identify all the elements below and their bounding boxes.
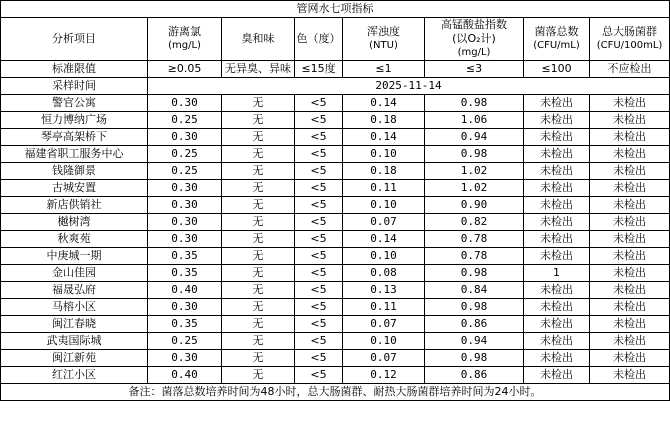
color-value: <5 xyxy=(295,180,343,197)
site-name: 福晟弘府 xyxy=(1,282,148,299)
bacteria-value: 未检出 xyxy=(524,180,590,197)
turbidity-value: 0.13 xyxy=(343,282,425,299)
site-name: 恒力博纳广场 xyxy=(1,112,148,129)
site-name: 警官公寓 xyxy=(1,95,148,112)
coliform-value: 未检出 xyxy=(590,333,670,350)
bacteria-value: 1 xyxy=(524,265,590,282)
turbidity-value: 0.11 xyxy=(343,180,425,197)
cod-value: 0.98 xyxy=(425,265,524,282)
limit-bacteria: ≤100 xyxy=(524,61,590,78)
chlorine-value: 0.30 xyxy=(148,180,222,197)
turbidity-value: 0.14 xyxy=(343,129,425,146)
header-bacteria-name: 菌落总数 xyxy=(534,25,579,38)
header-cod-name: 高锰酸盐指数 xyxy=(441,18,507,31)
limit-odor: 无异臭、异味 xyxy=(222,61,295,78)
table-row xyxy=(1,282,670,299)
header-turbidity xyxy=(343,18,425,61)
turbidity-value: 0.11 xyxy=(343,299,425,316)
color-value: <5 xyxy=(295,197,343,214)
header-odor: 臭和味 xyxy=(222,18,295,61)
bacteria-value: 未检出 xyxy=(524,112,590,129)
bacteria-value: 未检出 xyxy=(524,214,590,231)
turbidity-value: 0.12 xyxy=(343,367,425,384)
table-row xyxy=(1,299,670,316)
turbidity-value: 0.14 xyxy=(343,95,425,112)
chlorine-value: 0.30 xyxy=(148,129,222,146)
sampling-label: 采样时间 xyxy=(1,78,148,95)
cod-value: 0.98 xyxy=(425,350,524,367)
coliform-value: 未检出 xyxy=(590,299,670,316)
odor-value: 无 xyxy=(222,367,295,384)
coliform-value: 未检出 xyxy=(590,197,670,214)
cod-value: 0.98 xyxy=(425,146,524,163)
limit-turbidity: ≤1 xyxy=(343,61,425,78)
color-value: <5 xyxy=(295,146,343,163)
header-turbidity-unit: (NTU) xyxy=(369,40,398,51)
coliform-value: 未检出 xyxy=(590,214,670,231)
chlorine-value: 0.30 xyxy=(148,214,222,231)
odor-value: 无 xyxy=(222,214,295,231)
header-chlorine-name: 游离氯 xyxy=(168,25,201,38)
header-coliform-name: 总大肠菌群 xyxy=(602,25,657,38)
chlorine-value: 0.30 xyxy=(148,299,222,316)
coliform-value: 未检出 xyxy=(590,282,670,299)
cod-value: 0.86 xyxy=(425,316,524,333)
bacteria-value: 未检出 xyxy=(524,282,590,299)
site-name: 红江小区 xyxy=(1,367,148,384)
limit-cod: ≤3 xyxy=(425,61,524,78)
turbidity-value: 0.10 xyxy=(343,333,425,350)
chlorine-value: 0.30 xyxy=(148,231,222,248)
header-item: 分析项目 xyxy=(1,18,148,61)
color-value: <5 xyxy=(295,248,343,265)
limits-row xyxy=(1,61,670,78)
turbidity-value: 0.08 xyxy=(343,265,425,282)
chlorine-value: 0.35 xyxy=(148,316,222,333)
chlorine-value: 0.30 xyxy=(148,350,222,367)
sampling-row xyxy=(1,78,670,95)
color-value: <5 xyxy=(295,265,343,282)
bacteria-value: 未检出 xyxy=(524,197,590,214)
color-value: <5 xyxy=(295,112,343,129)
table-row xyxy=(1,112,670,129)
turbidity-value: 0.07 xyxy=(343,350,425,367)
odor-value: 无 xyxy=(222,95,295,112)
site-name: 武夷国际城 xyxy=(1,333,148,350)
table-row xyxy=(1,163,670,180)
bacteria-value: 未检出 xyxy=(524,95,590,112)
table-row xyxy=(1,146,670,163)
table-row xyxy=(1,231,670,248)
header-color: 色（度） xyxy=(295,18,343,61)
coliform-value: 未检出 xyxy=(590,350,670,367)
table-row xyxy=(1,197,670,214)
site-name: 中庚城一期 xyxy=(1,248,148,265)
bacteria-value: 未检出 xyxy=(524,333,590,350)
odor-value: 无 xyxy=(222,129,295,146)
header-cod-unit: (mg/L) xyxy=(457,47,491,58)
cod-value: 0.86 xyxy=(425,367,524,384)
odor-value: 无 xyxy=(222,316,295,333)
cod-value: 0.90 xyxy=(425,197,524,214)
table-row xyxy=(1,316,670,333)
site-name: 福建省职工服务中心 xyxy=(1,146,148,163)
note-row xyxy=(1,384,670,401)
odor-value: 无 xyxy=(222,197,295,214)
cod-value: 1.06 xyxy=(425,112,524,129)
site-name: 马榕小区 xyxy=(1,299,148,316)
site-name: 闽江新苑 xyxy=(1,350,148,367)
cod-value: 0.78 xyxy=(425,231,524,248)
color-value: <5 xyxy=(295,282,343,299)
table-row xyxy=(1,214,670,231)
turbidity-value: 0.10 xyxy=(343,197,425,214)
odor-value: 无 xyxy=(222,248,295,265)
table-row xyxy=(1,367,670,384)
cod-value: 0.84 xyxy=(425,282,524,299)
limit-coliform: 不应检出 xyxy=(590,61,670,78)
site-name: 秋爽苑 xyxy=(1,231,148,248)
coliform-value: 未检出 xyxy=(590,163,670,180)
color-value: <5 xyxy=(295,95,343,112)
cod-value: 0.94 xyxy=(425,129,524,146)
turbidity-value: 0.07 xyxy=(343,214,425,231)
turbidity-value: 0.10 xyxy=(343,248,425,265)
coliform-value: 未检出 xyxy=(590,231,670,248)
coliform-value: 未检出 xyxy=(590,316,670,333)
cod-value: 0.98 xyxy=(425,95,524,112)
coliform-value: 未检出 xyxy=(590,248,670,265)
cod-value: 0.94 xyxy=(425,333,524,350)
turbidity-value: 0.14 xyxy=(343,231,425,248)
coliform-value: 未检出 xyxy=(590,146,670,163)
odor-value: 无 xyxy=(222,112,295,129)
chlorine-value: 0.30 xyxy=(148,95,222,112)
site-name: 古城安置 xyxy=(1,180,148,197)
chlorine-value: 0.40 xyxy=(148,282,222,299)
bacteria-value: 未检出 xyxy=(524,231,590,248)
header-coliform-unit: (CFU/100mL) xyxy=(596,40,663,51)
color-value: <5 xyxy=(295,299,343,316)
bacteria-value: 未检出 xyxy=(524,146,590,163)
odor-value: 无 xyxy=(222,333,295,350)
turbidity-value: 0.18 xyxy=(343,112,425,129)
color-value: <5 xyxy=(295,231,343,248)
table-row xyxy=(1,95,670,112)
color-value: <5 xyxy=(295,350,343,367)
limit-color: ≤15度 xyxy=(295,61,343,78)
site-name: 钱隆御景 xyxy=(1,163,148,180)
coliform-value: 未检出 xyxy=(590,367,670,384)
color-value: <5 xyxy=(295,367,343,384)
color-value: <5 xyxy=(295,163,343,180)
cod-value: 0.78 xyxy=(425,248,524,265)
header-chlorine xyxy=(148,18,222,61)
header-coliform xyxy=(590,18,670,61)
header-bacteria xyxy=(524,18,590,61)
color-value: <5 xyxy=(295,129,343,146)
site-name: 新店供销社 xyxy=(1,197,148,214)
limit-chlorine: ≥0.05 xyxy=(148,61,222,78)
table-row xyxy=(1,180,670,197)
chlorine-value: 0.35 xyxy=(148,265,222,282)
bacteria-value: 未检出 xyxy=(524,316,590,333)
table-row xyxy=(1,265,670,282)
header-bacteria-unit: (CFU/mL) xyxy=(533,40,580,51)
bacteria-value: 未检出 xyxy=(524,367,590,384)
turbidity-value: 0.10 xyxy=(343,146,425,163)
table-row xyxy=(1,129,670,146)
table-title: 管网水七项指标 xyxy=(1,1,670,18)
coliform-value: 未检出 xyxy=(590,95,670,112)
turbidity-value: 0.18 xyxy=(343,163,425,180)
color-value: <5 xyxy=(295,316,343,333)
cod-value: 1.02 xyxy=(425,180,524,197)
chlorine-value: 0.25 xyxy=(148,333,222,350)
table-row xyxy=(1,248,670,265)
coliform-value: 未检出 xyxy=(590,265,670,282)
odor-value: 无 xyxy=(222,146,295,163)
cod-value: 1.02 xyxy=(425,163,524,180)
coliform-value: 未检出 xyxy=(590,112,670,129)
color-value: <5 xyxy=(295,333,343,350)
bacteria-value: 未检出 xyxy=(524,299,590,316)
header-row xyxy=(1,18,670,61)
color-value: <5 xyxy=(295,214,343,231)
table-row xyxy=(1,333,670,350)
bacteria-value: 未检出 xyxy=(524,163,590,180)
sampling-date: 2025-11-14 xyxy=(148,78,670,95)
footnote: 备注：菌落总数培养时间为48小时，总大肠菌群、耐热大肠菌群培养时间为24小时。 xyxy=(1,384,670,401)
turbidity-value: 0.07 xyxy=(343,316,425,333)
coliform-value: 未检出 xyxy=(590,129,670,146)
site-name: 樾树湾 xyxy=(1,214,148,231)
limits-label: 标准限值 xyxy=(1,61,148,78)
bacteria-value: 未检出 xyxy=(524,350,590,367)
odor-value: 无 xyxy=(222,231,295,248)
odor-value: 无 xyxy=(222,163,295,180)
chlorine-value: 0.25 xyxy=(148,146,222,163)
bacteria-value: 未检出 xyxy=(524,248,590,265)
chlorine-value: 0.25 xyxy=(148,112,222,129)
coliform-value: 未检出 xyxy=(590,180,670,197)
chlorine-value: 0.30 xyxy=(148,197,222,214)
odor-value: 无 xyxy=(222,299,295,316)
table-row xyxy=(1,350,670,367)
odor-value: 无 xyxy=(222,180,295,197)
odor-value: 无 xyxy=(222,350,295,367)
header-turbidity-name: 浑浊度 xyxy=(367,25,400,38)
odor-value: 无 xyxy=(222,265,295,282)
chlorine-value: 0.40 xyxy=(148,367,222,384)
odor-value: 无 xyxy=(222,282,295,299)
chlorine-value: 0.25 xyxy=(148,163,222,180)
header-cod-basis: (以O₂计) xyxy=(452,32,496,45)
header-chlorine-unit: (mg/L) xyxy=(168,40,201,51)
cod-value: 0.82 xyxy=(425,214,524,231)
site-name: 金山佳园 xyxy=(1,265,148,282)
title-row xyxy=(1,1,670,18)
header-cod xyxy=(425,18,524,61)
site-name: 闽江春晓 xyxy=(1,316,148,333)
bacteria-value: 未检出 xyxy=(524,129,590,146)
chlorine-value: 0.35 xyxy=(148,248,222,265)
site-name: 琴亭高架桥下 xyxy=(1,129,148,146)
cod-value: 0.98 xyxy=(425,299,524,316)
